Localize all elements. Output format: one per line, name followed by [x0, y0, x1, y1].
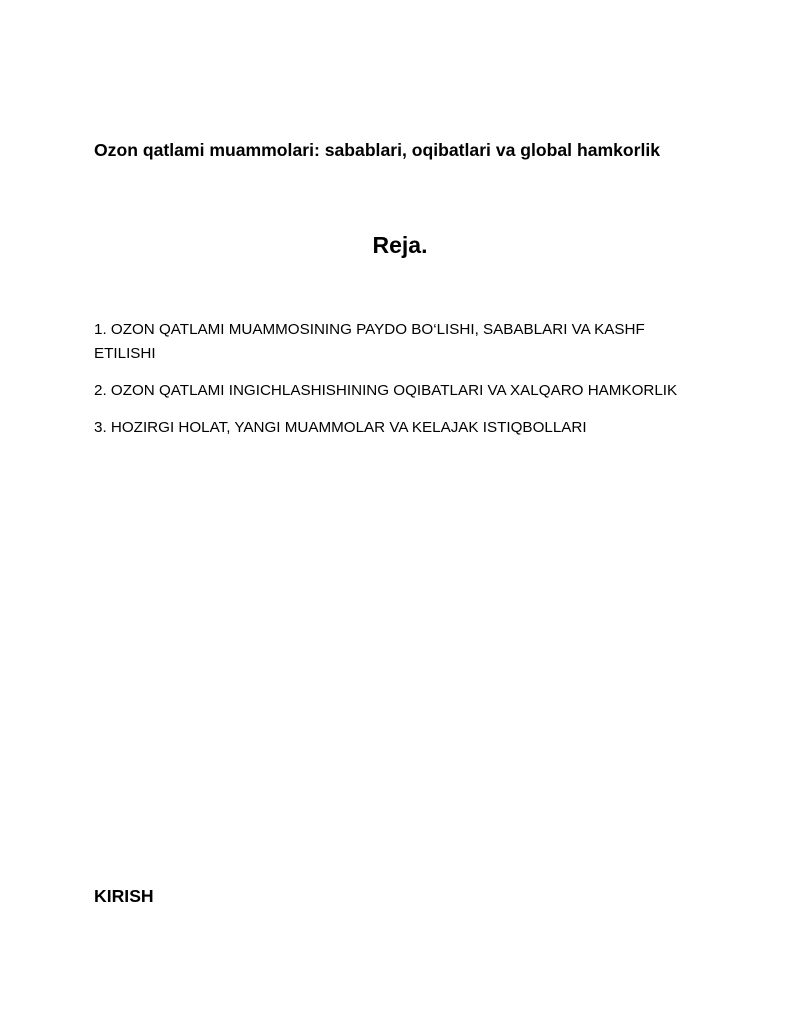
- plan-list: [94, 318, 704, 453]
- section-heading-intro: KIRISH: [94, 886, 154, 906]
- plan-heading: Reja.: [372, 232, 428, 258]
- plan-item-2: 2. OZON QATLAMI INGICHLASHISHINING OQIBATLARI VA XALQARO HAMKORLIK: [94, 382, 678, 399]
- plan-item-3: 3. HOZIRGI HOLAT, YANGI MUAMMOLAR VA KELAJAK ISTIQBOLLARI: [94, 419, 587, 436]
- document-title: Ozon qatlami muammolari: sabablari, oqibatlari va global hamkorlik: [94, 140, 661, 160]
- plan-item-1: 1. OZON QATLAMI MUAMMOSINING PAYDO BO‘LISHI, SABABLARI VA KASHF ETILISHI: [94, 321, 645, 362]
